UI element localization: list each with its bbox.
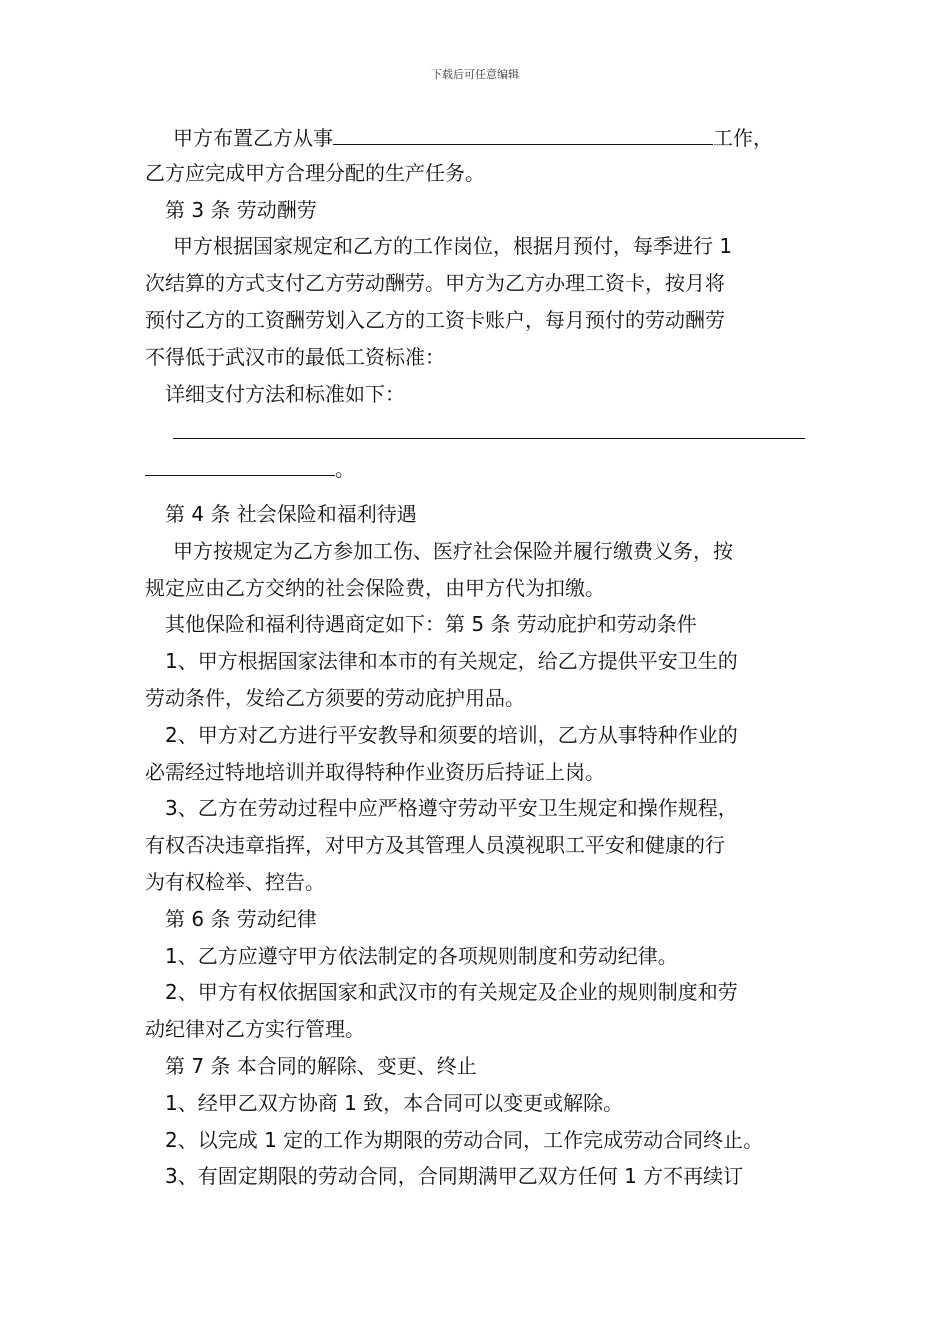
- list-item: 3、有固定期限的劳动合同，合同期满甲乙双方任何 1 方不再续订: [165, 1164, 744, 1189]
- clause2-line2: 乙方应完成甲方合理分配的生产任务。: [145, 160, 485, 185]
- list-item: 1、乙方应遵守甲方依法制定的各项规则制度和劳动纪律。: [165, 943, 678, 968]
- list-item-cont: 有权否决违章指挥，对甲方及其管理人员漠视职工平安和健康的行: [145, 833, 725, 858]
- page-header: 下载后可任意编辑: [431, 68, 519, 81]
- list-item: 3、乙方在劳动过程中应严格遵守劳动平安卫生规定和操作规程，: [165, 796, 738, 821]
- list-item-cont: 为有权检举、控告。: [145, 869, 325, 894]
- paragraph: 规定应由乙方交纳的社会保险费，由甲方代为扣缴。: [145, 575, 605, 600]
- clause7-title: 第 7 条 本合同的解除、变更、终止: [165, 1053, 477, 1078]
- job-blank[interactable]: [333, 118, 713, 145]
- end-mark: 。: [335, 457, 355, 482]
- document-body: [145, 118, 810, 1195]
- payment-blank-line2: [145, 449, 810, 486]
- clause2-line1: [145, 118, 810, 155]
- paragraph: 甲方按规定为乙方参加工伤、医疗社会保险并履行缴费义务，按: [173, 538, 733, 563]
- paragraph: 不得低于武汉市的最低工资标准：: [145, 344, 445, 369]
- paragraph: 预付乙方的工资酬劳划入乙方的工资卡账户，每月预付的劳动酬劳: [145, 307, 725, 332]
- list-item: 1、甲方根据国家法律和本市的有关规定，给乙方提供平安卫生的: [165, 649, 738, 674]
- clause6-title: 第 6 条 劳动纪律: [165, 906, 317, 931]
- clause3-title: 第 3 条 劳动酬劳: [165, 197, 317, 222]
- paragraph: 甲方根据国家规定和乙方的工作岗位，根据月预付，每季进行 1: [173, 234, 733, 259]
- list-item-cont: 动纪律对乙方实行管理。: [145, 1017, 365, 1042]
- clause2-text-b: 工作，: [713, 126, 773, 150]
- clause4-title: 第 4 条 社会保险和福利待遇: [165, 501, 417, 526]
- list-item-cont: 必需经过特地培训并取得特种作业资历后持证上岗。: [145, 759, 605, 784]
- list-item: 1、经甲乙双方协商 1 致，本合同可以变更或解除。: [165, 1090, 624, 1115]
- payment-blank-line1: [145, 412, 810, 449]
- paragraph: 次结算的方式支付乙方劳动酬劳。甲方为乙方办理工资卡，按月将: [145, 271, 725, 296]
- paragraph: 其他保险和福利待遇商定如下：第 5 条 劳动庇护和劳动条件: [165, 612, 697, 637]
- clause2-text-a: 甲方布置乙方从事: [173, 126, 333, 150]
- payment-blank[interactable]: [145, 449, 335, 476]
- paragraph: 详细支付方法和标准如下：: [165, 381, 405, 406]
- list-item: 2、甲方对乙方进行平安教导和须要的培训，乙方从事特种作业的: [165, 722, 738, 747]
- payment-blank[interactable]: [173, 412, 805, 439]
- list-item: 2、以完成 1 定的工作为期限的劳动合同，工作完成劳动合同终止。: [165, 1127, 764, 1152]
- list-item: 2、甲方有权依据国家和武汉市的有关规定及企业的规则制度和劳: [165, 980, 738, 1005]
- list-item-cont: 劳动条件，发给乙方须要的劳动庇护用品。: [145, 685, 525, 710]
